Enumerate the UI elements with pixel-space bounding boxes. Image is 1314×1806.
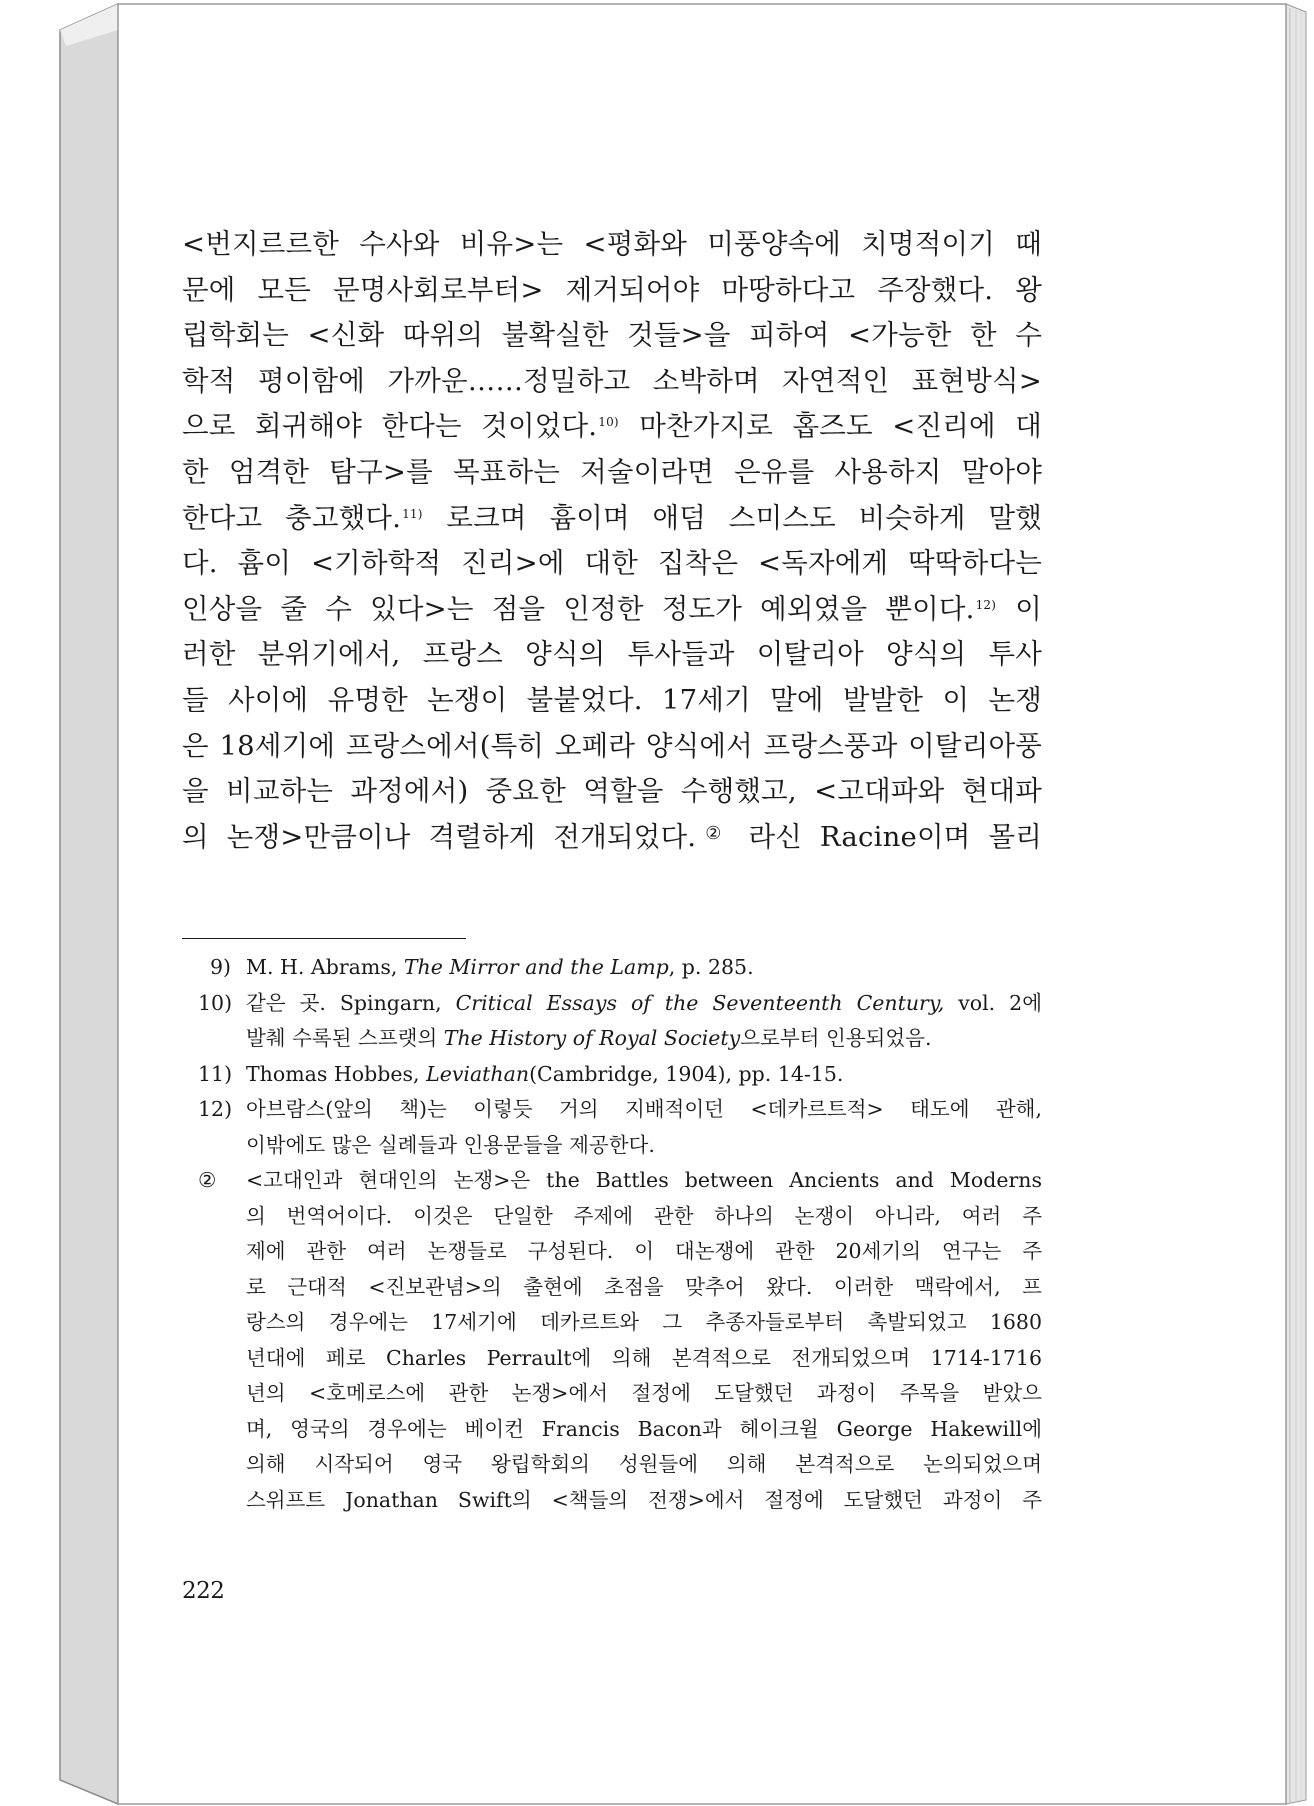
footnote-text: 발췌 수록된 스프랫의 <box>246 1026 444 1050</box>
footnote-line <box>236 1021 1042 1057</box>
body-line: 립학회는 <신화 따위의 불확실한 것들>을 피하여 <가능한 한 수 <box>182 319 1042 352</box>
body-line: 들 사이에 유명한 논쟁이 불붙었다. 17세기 말에 발발한 이 논쟁 <box>182 683 1042 716</box>
body-line-part: 의 논쟁>만큼이나 격렬하게 전개되었다. <box>182 820 697 853</box>
body-line: 을 비교하는 과정에서) 중요한 역할을 수행했고, <고대파와 현대파 <box>182 775 1042 808</box>
footnote-line: 의해 시작되어 영국 왕립학회의 성원들에 의해 본격적으로 논의되었으며 <box>246 1452 1042 1476</box>
footnote-text: 같은 곳. Spingarn, <box>246 990 456 1015</box>
body-line <box>182 815 1042 861</box>
footnote-line: 며, 영국의 경우에는 베이컨 Francis Bacon과 헤이크윌 George Hakewill에 <box>246 1416 1042 1441</box>
footnote-text: vol. 2에 <box>944 990 1043 1015</box>
note-2 <box>198 1163 1042 1518</box>
footnote-text: (Cambridge, 1904), pp. 14-15. <box>529 1061 844 1086</box>
footnote-line: 스위프트 Jonathan Swift의 <책들의 전쟁>에서 절정에 도달했던 과정이 주 <box>246 1487 1042 1512</box>
footnote-line: 년의 <호메로스에 관한 논쟁>에서 절정에 도달했던 과정이 주목을 받았으 <box>246 1381 1042 1405</box>
footnote-10 <box>198 986 1043 1057</box>
footnote-line: 이밖에도 많은 실례들과 인용문들을 제공한다. <box>246 1132 655 1157</box>
body-line-part: 으로 회귀해야 한다는 것이었다. <box>182 410 598 443</box>
footnote-title: The History of Royal Society <box>443 1026 741 1050</box>
body-line: 한 엄격한 탐구>를 목표하는 저술이라면 은유를 사용하지 말아야 <box>182 455 1042 488</box>
footnote-line: 제에 관한 여러 논쟁들로 구성된다. 이 대논쟁에 관한 20세기의 연구는 주 <box>246 1239 1042 1263</box>
footnote-number: 12) <box>198 1097 233 1121</box>
footnote-11 <box>198 1057 1042 1093</box>
body-text <box>182 222 1042 860</box>
body-line: 은 18세기에 프랑스에서(특히 오페라 양식에서 프랑스풍과 이탈리아풍 <box>182 729 1042 762</box>
footnote-title: Critical Essays of the Seventeenth Century, <box>455 990 945 1015</box>
footnote-12 <box>198 1092 1042 1163</box>
footnote-separator <box>182 938 466 939</box>
body-line <box>182 496 1042 542</box>
footnote-text: , p. 285. <box>668 955 754 979</box>
footnote-line <box>224 950 1042 986</box>
footnote-9 <box>210 950 1042 986</box>
footnote-text: 으로부터 인용되었음. <box>740 1026 932 1050</box>
footnote-number: ② <box>198 1168 217 1192</box>
footnotes <box>198 950 1043 1518</box>
note-marker-2: ② <box>696 822 731 844</box>
footnote-line <box>236 986 1042 1022</box>
body-line <box>182 404 1042 450</box>
footnote-title: The Mirror and the Lamp <box>403 955 669 979</box>
body-line: 다. 흄이 <기하학적 진리>에 대한 집착은 <독자에게 딱딱하다는 <box>182 547 1042 580</box>
body-line-part: 로크며 흄이며 애덤 스미스도 비슷하게 말했 <box>423 501 1042 534</box>
footnote-text: M. H. Abrams, <box>246 955 404 979</box>
body-line-part: 이 <box>997 592 1042 625</box>
body-line: 러한 분위기에서, 프랑스 양식의 투사들과 이탈리아 양식의 투사 <box>182 638 1042 671</box>
body-line <box>182 587 1042 633</box>
page-number: 222 <box>182 1578 225 1604</box>
footnote-number: 11) <box>198 1061 233 1086</box>
footnote-number: 10) <box>198 990 233 1015</box>
footnote-line: 랑스의 경우에는 17세기에 데카르트와 그 추종자들로부터 촉발되었고 1680 <box>246 1310 1042 1334</box>
footnote-line: 년대에 페로 Charles Perrault에 의해 본격적으로 전개되었으며 1714-1716 <box>246 1345 1042 1370</box>
body-line: <번지르르한 수사와 비유>는 <평화와 미풍양속에 치명적이기 때 <box>182 228 1042 260</box>
body-line-part: 마찬가지로 홉즈도 <진리에 대 <box>619 410 1043 443</box>
body-line: 문에 모든 문명사회로부터> 제거되어야 마땅하다고 주장했다. 왕 <box>182 273 1042 306</box>
footnote-text: Thomas Hobbes, <box>246 1061 427 1086</box>
body-line: 학적 평이함에 가까운……정밀하고 소박하며 자연적인 표현방식> <box>182 364 1042 397</box>
footnote-line: 로 근대적 <진보관념>의 출현에 초점을 맞추어 왔다. 이러한 맥락에서, 프 <box>246 1274 1042 1299</box>
footnote-marker-10: 10) <box>598 415 619 430</box>
body-line-part: 인상을 줄 수 있다>는 점을 인정한 정도가 예외였을 뿐이다. <box>182 592 975 625</box>
footnote-line: 의 번역어이다. 이것은 단일한 주제에 관한 하나의 논쟁이 아니라, 여러 주 <box>246 1203 1042 1228</box>
body-line-part: 라신 Racine이며 몰리 <box>730 820 1042 853</box>
footnote-marker-12: 12) <box>975 597 997 612</box>
footnote-line <box>236 1057 1042 1093</box>
body-line-part: 한다고 충고했다. <box>182 501 402 534</box>
footnote-title: Leviathan <box>426 1061 530 1086</box>
footnote-line: 아브람스(앞의 책)는 이렇듯 거의 지배적이던 <데카르트적> 태도에 관해, <box>246 1097 1042 1121</box>
footnote-marker-11: 11) <box>402 506 423 521</box>
footnote-number: 9) <box>210 955 232 979</box>
footnote-line: <고대인과 현대인의 논쟁>은 the Battles between Ancients and Moderns <box>246 1168 1042 1192</box>
